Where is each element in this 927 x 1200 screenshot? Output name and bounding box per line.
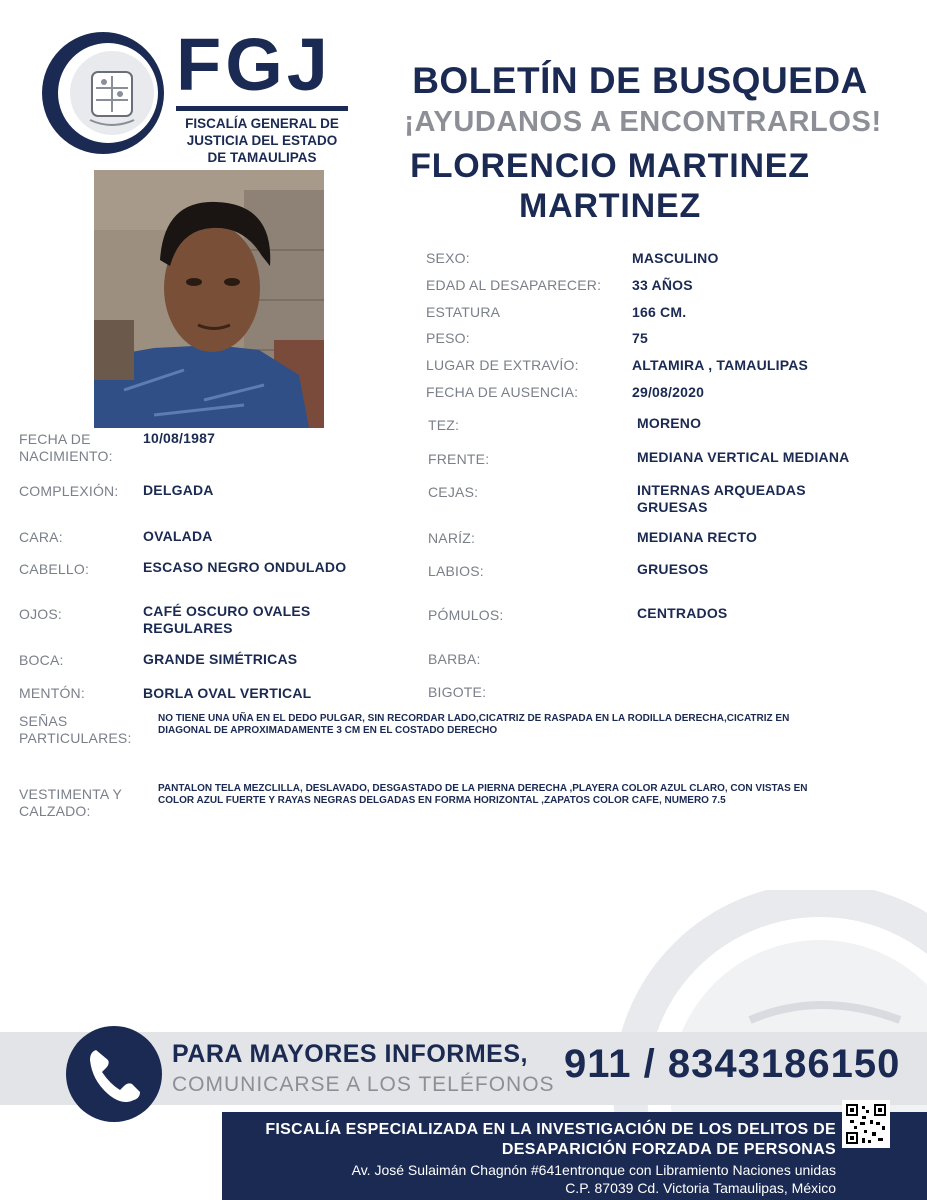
build-value: DELGADA (143, 482, 214, 498)
hair-label: CABELLO: (19, 561, 90, 577)
person-name-line1: FLORENCIO MARTINEZ (410, 147, 810, 185)
birthdate-label-line2: NACIMIENTO: (19, 448, 113, 464)
office-name-line2: DESAPARICIÓN FORZADA DE PERSONAS (501, 1141, 836, 1158)
office-name (222, 1120, 836, 1160)
birthdate-value: 10/08/1987 (143, 430, 216, 446)
marks-label-line1: SEÑAS (19, 713, 68, 729)
nose-label: NARÍZ: (428, 530, 476, 546)
marks-label-line2: PARTICULARES: (19, 730, 132, 746)
weight-label: PESO: (426, 330, 470, 346)
weight-value: 75 (632, 330, 648, 346)
clothing-label (19, 786, 122, 820)
clothing-label-line1: VESTIMENTA Y (19, 786, 123, 802)
face-value: OVALADA (143, 528, 213, 544)
call-text: COMUNICARSE A LOS TELÉFONOS (172, 1073, 555, 1096)
place-label: LUGAR DE EXTRAVÍO: (426, 357, 579, 373)
eyes-label: OJOS: (19, 606, 63, 622)
bulletin-title: BOLETÍN DE BUSQUEDA (412, 60, 868, 101)
absence-date-value: 29/08/2020 (632, 384, 705, 400)
mouth-value: GRANDE SIMÉTRICAS (143, 651, 298, 667)
mustache-label: BIGOTE: (428, 684, 487, 700)
forehead-value: MEDIANA VERTICAL MEDIANA (637, 449, 850, 465)
phone-number[interactable]: 911 / 8343186150 (564, 1042, 901, 1086)
person-photo (94, 170, 324, 428)
absence-date-label: FECHA DE AUSENCIA: (426, 384, 579, 400)
skin-label: TEZ: (428, 417, 460, 433)
eyes-value-line1: CAFÉ OSCURO OVALES (143, 603, 311, 619)
chin-value: BORLA OVAL VERTICAL (143, 685, 312, 701)
state-seal-logo (40, 30, 166, 156)
birthdate-label (19, 431, 113, 465)
marks-value-line2: DIAGONAL DE APROXIMADAMENTE 3 CM EN EL COSTADO DERECHO (158, 725, 498, 736)
eyebrows-value (637, 482, 806, 516)
org-name (176, 106, 348, 166)
age-value: 33 AÑOS (632, 277, 693, 293)
qr-code-icon[interactable] (842, 1100, 890, 1148)
cheekbones-label: PÓMULOS: (428, 607, 504, 623)
sex-value: MASCULINO (632, 250, 719, 266)
eyebrows-value-line1: INTERNAS ARQUEADAS (637, 482, 806, 498)
clothing-label-line2: CALZADO: (19, 803, 91, 819)
forehead-label: FRENTE: (428, 451, 490, 467)
person-name (390, 146, 830, 226)
skin-value: MORENO (637, 415, 702, 431)
nose-value: MEDIANA RECTO (637, 529, 758, 545)
hair-value: ESCASO NEGRO ONDULADO (143, 559, 347, 575)
marks-value-line1: NO TIENE UNA UÑA EN EL DEDO PULGAR, SIN RECORDAR LADO,CICATRIZ DE RASPADA EN LA RODILLA DERECHA,CICATRIZ EN (158, 713, 790, 724)
org-acronym: FGJ (176, 23, 332, 106)
org-name-line1: FISCALÍA GENERAL DE (185, 116, 339, 131)
address-line2: C.P. 87039 Cd. Victoria Tamaulipas, México (565, 1180, 836, 1196)
org-name-line3: DE TAMAULIPAS (207, 150, 317, 165)
lips-label: LABIOS: (428, 563, 484, 579)
address-line1: Av. José Sulaimán Chagnón #641entronque con Libramiento Naciones unidas (351, 1162, 836, 1178)
build-label: COMPLEXIÓN: (19, 483, 119, 499)
bulletin-subtitle: ¡AYUDANOS A ENCONTRARLOS! (404, 106, 882, 138)
mouth-label: BOCA: (19, 652, 64, 668)
sex-label: SEXO: (426, 250, 470, 266)
lips-value: GRUESOS (637, 561, 709, 577)
cheekbones-value: CENTRADOS (637, 605, 728, 621)
place-value: ALTAMIRA , TAMAULIPAS (632, 357, 809, 373)
org-name-line2: JUSTICIA DEL ESTADO (186, 133, 338, 148)
eyes-value (143, 603, 310, 637)
more-info-heading: PARA MAYORES INFORMES, (172, 1040, 528, 1068)
eyebrows-label: CEJAS: (428, 484, 479, 500)
beard-label: BARBA: (428, 651, 481, 667)
phone-icon (66, 1026, 162, 1122)
marks-label (19, 713, 132, 747)
height-label: ESTATURA (426, 304, 501, 320)
eyes-value-line2: REGULARES (143, 620, 233, 636)
chin-label: MENTÓN: (19, 685, 85, 701)
clothing-value (158, 783, 898, 807)
office-name-line1: FISCALÍA ESPECIALIZADA EN LA INVESTIGACIÓN DE LOS DELITOS DE (265, 1121, 836, 1138)
marks-value (158, 713, 878, 737)
clothing-value-line2: COLOR AZUL FUERTE Y RAYAS NEGRAS DELGADAS EN FORMA HORIZONTAL ,ZAPATOS COLOR CAFE, NUMERO 7.5 (158, 795, 726, 806)
clothing-value-line1: PANTALON TELA MEZCLILLA, DESLAVADO, DESGASTADO DE LA PIERNA DERECHA ,PLAYERA COLOR AZUL CLARO, CON VISTAS EN (158, 783, 808, 794)
face-label: CARA: (19, 529, 63, 545)
height-value: 166 CM. (632, 304, 687, 320)
person-name-line2: MARTINEZ (518, 187, 702, 225)
birthdate-label-line1: FECHA DE (19, 431, 91, 447)
age-label: EDAD AL DESAPARECER: (426, 277, 602, 293)
office-address (222, 1161, 836, 1197)
eyebrows-value-line2: GRUESAS (637, 499, 708, 515)
